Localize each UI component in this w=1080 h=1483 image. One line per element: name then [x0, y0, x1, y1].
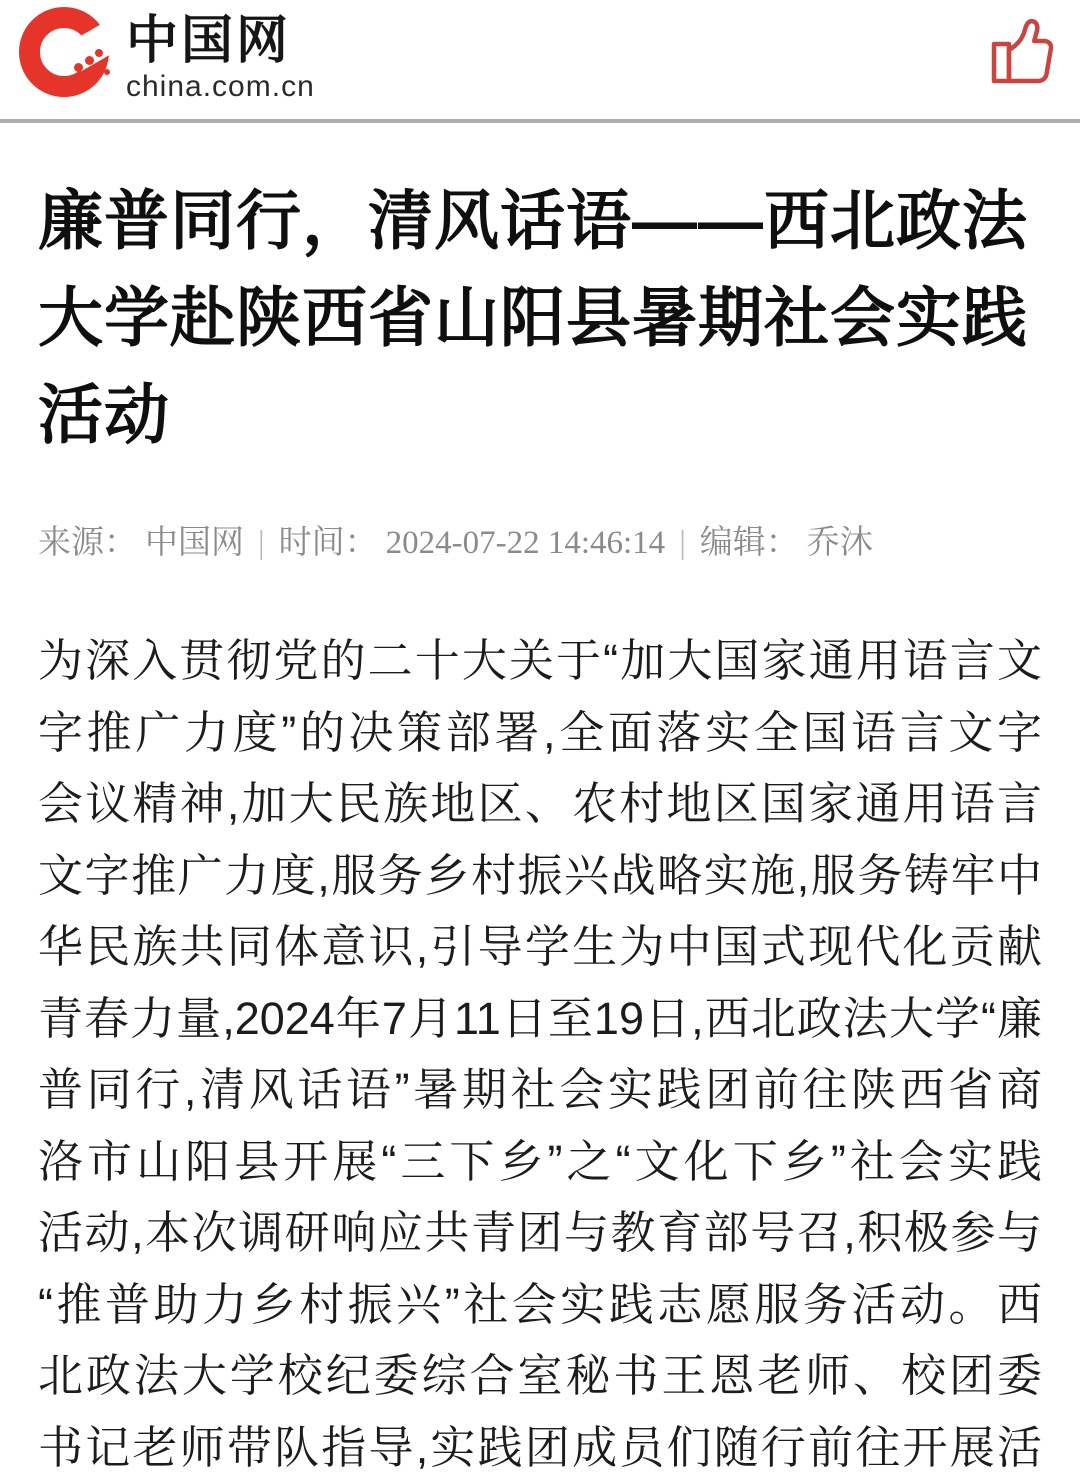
- body-line: “推普助力乡村振兴”社会实践志愿服务活动。西: [38, 1269, 1042, 1341]
- meta-editor: 乔沐: [807, 525, 873, 561]
- meta-editor-label: 编辑：: [700, 525, 799, 561]
- meta-divider: |: [258, 525, 265, 561]
- body-line: 北政法大学校纪委综合室秘书王恩老师、校团委: [38, 1340, 1042, 1412]
- body-line-partial: 书记老师带队指导,实践团成员们随行前往开展活: [38, 1412, 1042, 1483]
- meta-divider: |: [679, 525, 686, 561]
- body-line: 华民族共同体意识,引导学生为中国式现代化贡献: [38, 911, 1042, 983]
- like-button[interactable]: [990, 12, 1054, 86]
- body-line: 洛市山阳县开展“三下乡”之“文化下乡”社会实践: [38, 1126, 1042, 1198]
- logo-dot: [85, 56, 94, 65]
- article-title: [38, 172, 1042, 463]
- logo-text: [126, 6, 315, 103]
- body-line: 为深入贯彻党的二十大关于“加大国家通用语言文: [38, 625, 1042, 697]
- title-line: 廉普同行，清风话语——西北政法: [38, 172, 1042, 269]
- logo-dot: [74, 63, 83, 72]
- logo-dot: [104, 69, 110, 75]
- meta-time-label: 时间：: [279, 525, 378, 561]
- site-logo[interactable]: [18, 6, 315, 103]
- title-line: 大学赴陕西省山阳县暑期社会实践: [38, 269, 1042, 366]
- logo-dot: [100, 60, 107, 67]
- logo-dot: [80, 74, 88, 82]
- body-line: 活动,本次调研响应共青团与教育部号召,积极参与: [38, 1197, 1042, 1269]
- title-line: 活动: [38, 366, 1042, 463]
- brand-name: 中国网: [126, 14, 315, 68]
- body-line: 青春力量,2024年7月11日至19日,西北政法大学“廉: [38, 983, 1042, 1055]
- china-net-logo-icon: [18, 6, 110, 98]
- logo-dot: [95, 49, 103, 57]
- meta-source-label: 来源：: [38, 525, 137, 561]
- thumbs-up-icon: [990, 12, 1054, 86]
- body-line: 文字推广力度,服务乡村振兴战略实施,服务铸牢中: [38, 840, 1042, 912]
- meta-source: 中国网: [145, 525, 244, 561]
- body-line: 会议精神,加大民族地区、农村地区国家通用语言: [38, 768, 1042, 840]
- meta-time: 2024-07-22 14:46:14: [386, 525, 666, 561]
- logo-dot: [90, 67, 98, 75]
- article-body: [38, 625, 1042, 1483]
- site-header: [0, 0, 1080, 123]
- article: [0, 172, 1080, 1483]
- article-meta: [38, 521, 1042, 565]
- brand-domain: china.com.cn: [126, 71, 315, 103]
- body-line: 字推广力度”的决策部署,全面落实全国语言文字: [38, 697, 1042, 769]
- body-line: 普同行,清风话语”暑期社会实践团前往陕西省商: [38, 1054, 1042, 1126]
